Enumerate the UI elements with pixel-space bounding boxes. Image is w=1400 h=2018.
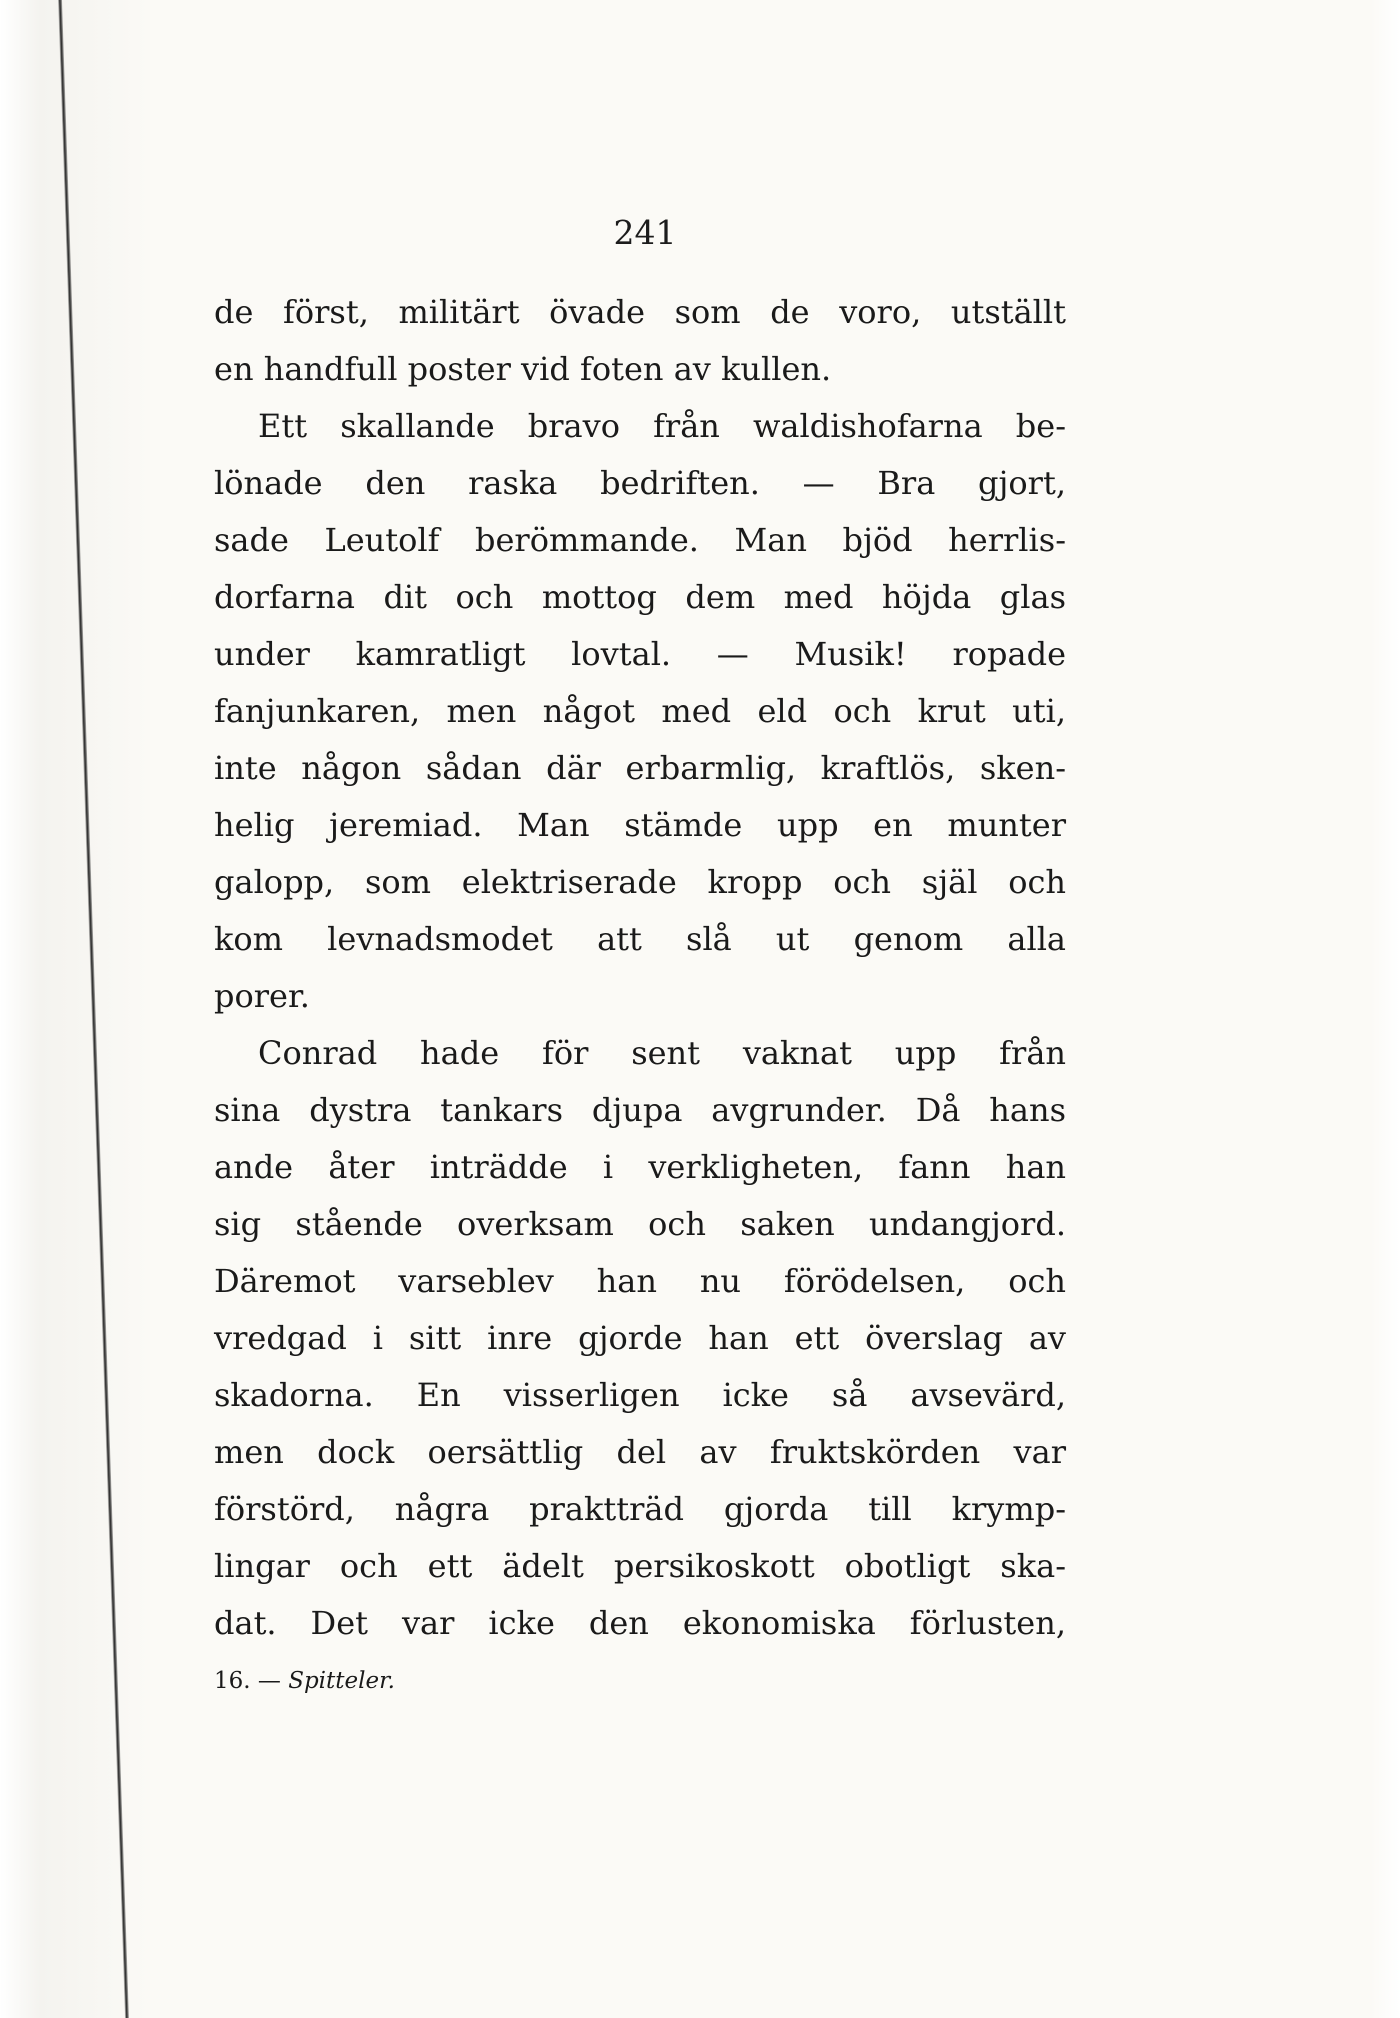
page-edge (1370, 0, 1400, 2018)
text-line: lingar och ett ädelt persikoskott obotligt ska- (214, 1547, 1066, 1585)
text-line: under kamratligt lovtal. — Musik! ropade (214, 635, 1066, 673)
signature-footer (214, 1668, 395, 1694)
body-text (214, 284, 1066, 1652)
text-line: sina dystra tankars djupa avgrunder. Då hans (214, 1091, 1066, 1129)
text-line: ande åter inträdde i verkligheten, fann han (214, 1148, 1066, 1186)
text-line: sade Leutolf berömmande. Man bjöd herrlis- (214, 521, 1066, 559)
text-line: kom levnadsmodet att slå ut genom alla (214, 920, 1066, 958)
text-line: dat. Det var icke den ekonomiska förlusten, (214, 1604, 1066, 1642)
text-line: Däremot varseblev han nu förödelsen, och (214, 1262, 1066, 1300)
page-number: 241 (613, 213, 677, 252)
signature-mark: 16. — (214, 1668, 281, 1694)
text-line: förstörd, några praktträd gjorda till krymp- (214, 1490, 1066, 1528)
gutter-shadow (0, 0, 150, 2018)
text-line: men dock oersättlig del av fruktskörden var (214, 1433, 1066, 1471)
text-line: lönade den raska bedriften. — Bra gjort, (214, 464, 1066, 502)
text-line: sig stående overksam och saken undangjord. (214, 1205, 1066, 1243)
text-line: inte någon sådan där erbarmlig, kraftlös, sken- (214, 749, 1066, 787)
text-line: Ett skallande bravo från waldishofarna be- (258, 407, 1066, 445)
text-line: Conrad hade för sent vaknat upp från (258, 1034, 1066, 1072)
text-line: en handfull poster vid foten av kullen. (214, 350, 832, 388)
text-line: vredgad i sitt inre gjorde han ett överslag av (214, 1319, 1066, 1357)
text-line: galopp, som elektriserade kropp och själ och (214, 863, 1066, 901)
text-line: dorfarna dit och mottog dem med höjda glas (214, 578, 1066, 616)
text-line: helig jeremiad. Man stämde upp en munter (214, 806, 1066, 844)
text-line: porer. (214, 977, 310, 1015)
author-name: Spitteler. (288, 1668, 395, 1694)
text-line: fanjunkaren, men något med eld och krut uti, (214, 692, 1066, 730)
text-line: skadorna. En visserligen icke så avsevärd, (214, 1376, 1066, 1414)
text-line: de först, militärt övade som de voro, utställt (214, 293, 1066, 331)
